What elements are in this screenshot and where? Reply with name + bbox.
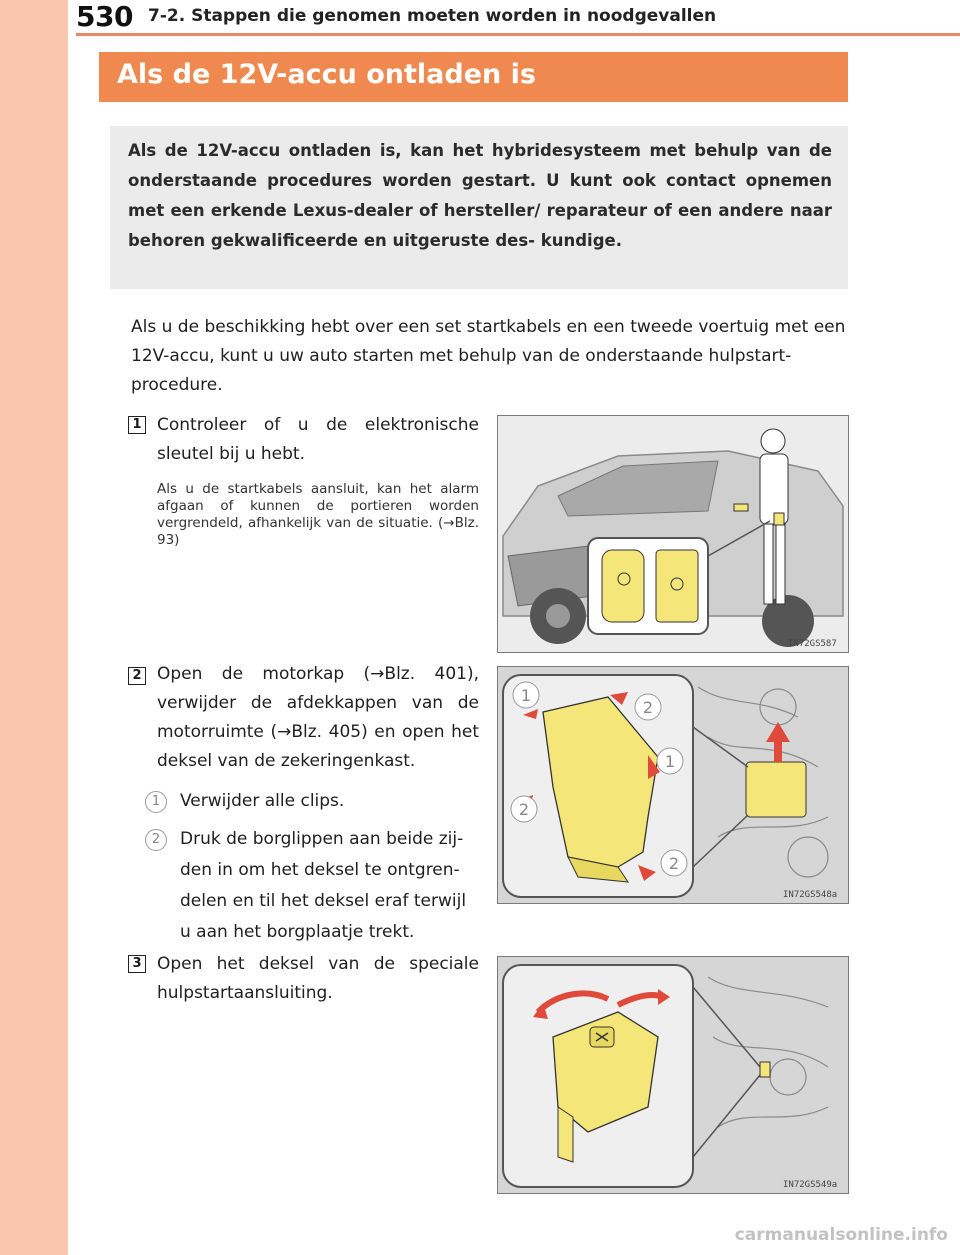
intro-box (110, 126, 848, 289)
step-badge-3: 3 (128, 955, 146, 973)
callout-1b: 1 (664, 752, 676, 771)
side-margin-strip (0, 0, 68, 1255)
figure-code-1: IN72GS587 (788, 639, 837, 649)
step-badge-1: 1 (128, 416, 146, 434)
callout-2a: 2 (642, 698, 654, 717)
sub-item-marker-2: 2 (145, 829, 167, 851)
callout-2b: 2 (518, 800, 530, 819)
lead-paragraph: Als u de beschikking hebt over een set startkabels en een tweede voertuig met een 12V-accu, kunt u uw auto starten met behulp van de onderstaande hulpstart- procedure. (131, 317, 846, 395)
header-rule (76, 33, 960, 36)
sub-item-marker-1: 1 (145, 791, 167, 813)
site-watermark: carmanualsonline.info (734, 1225, 948, 1245)
figure-code-2: IN72GS548a (783, 890, 838, 900)
section-title: Als de 12V-accu ontladen is (117, 59, 536, 90)
step-1-text: Controleer of u de elektronische sleutel bij u hebt. (157, 415, 479, 464)
callout-1a: 1 (520, 686, 532, 705)
callout-2c: 2 (668, 854, 680, 873)
sub-item-1-text: Verwijder alle clips. (180, 791, 345, 811)
sub-item-2-text: Druk de borglippen aan beide zij- den in om het deksel te ontgren- delen en til het deksel eraf terwijl u aan het borgplaatje trekt. (180, 829, 467, 942)
step-1-note: Als u de startkabels aansluit, kan het alarm afgaan of kunnen de portieren worden vergrendeld, afhankelijk van de situatie. (→Blz. 93) (157, 481, 479, 548)
running-head: 7-2. Stappen die genomen moeten worden in noodgevallen (148, 6, 717, 26)
illustration-jump-terminal (497, 956, 849, 1194)
illustration-fuse-box (497, 666, 849, 904)
step-2-text: Open de motorkap (→Blz. 401), verwijder de afdekkappen van de motorruimte (→Blz. 405) en open het deksel van de zekeringenkast. (157, 664, 479, 771)
intro-text: Als de 12V-accu ontladen is, kan het hybridesysteem met behulp van de onderstaande procedures worden gestart. U kunt ook contact opnemen met een erkende Lexus-dealer of hersteller/ reparateur of een andere naar behoren gekwalificeerde en uitgeruste des- kundige. (128, 141, 832, 250)
page-number: 530 (76, 0, 133, 33)
step-3-text: Open het deksel van de speciale hulpstartaansluiting. (157, 954, 479, 1003)
figure-code-3: IN72GS549a (783, 1180, 838, 1190)
step-badge-2: 2 (128, 667, 146, 685)
section-title-bar (99, 52, 848, 102)
illustration-car-key (497, 415, 849, 653)
